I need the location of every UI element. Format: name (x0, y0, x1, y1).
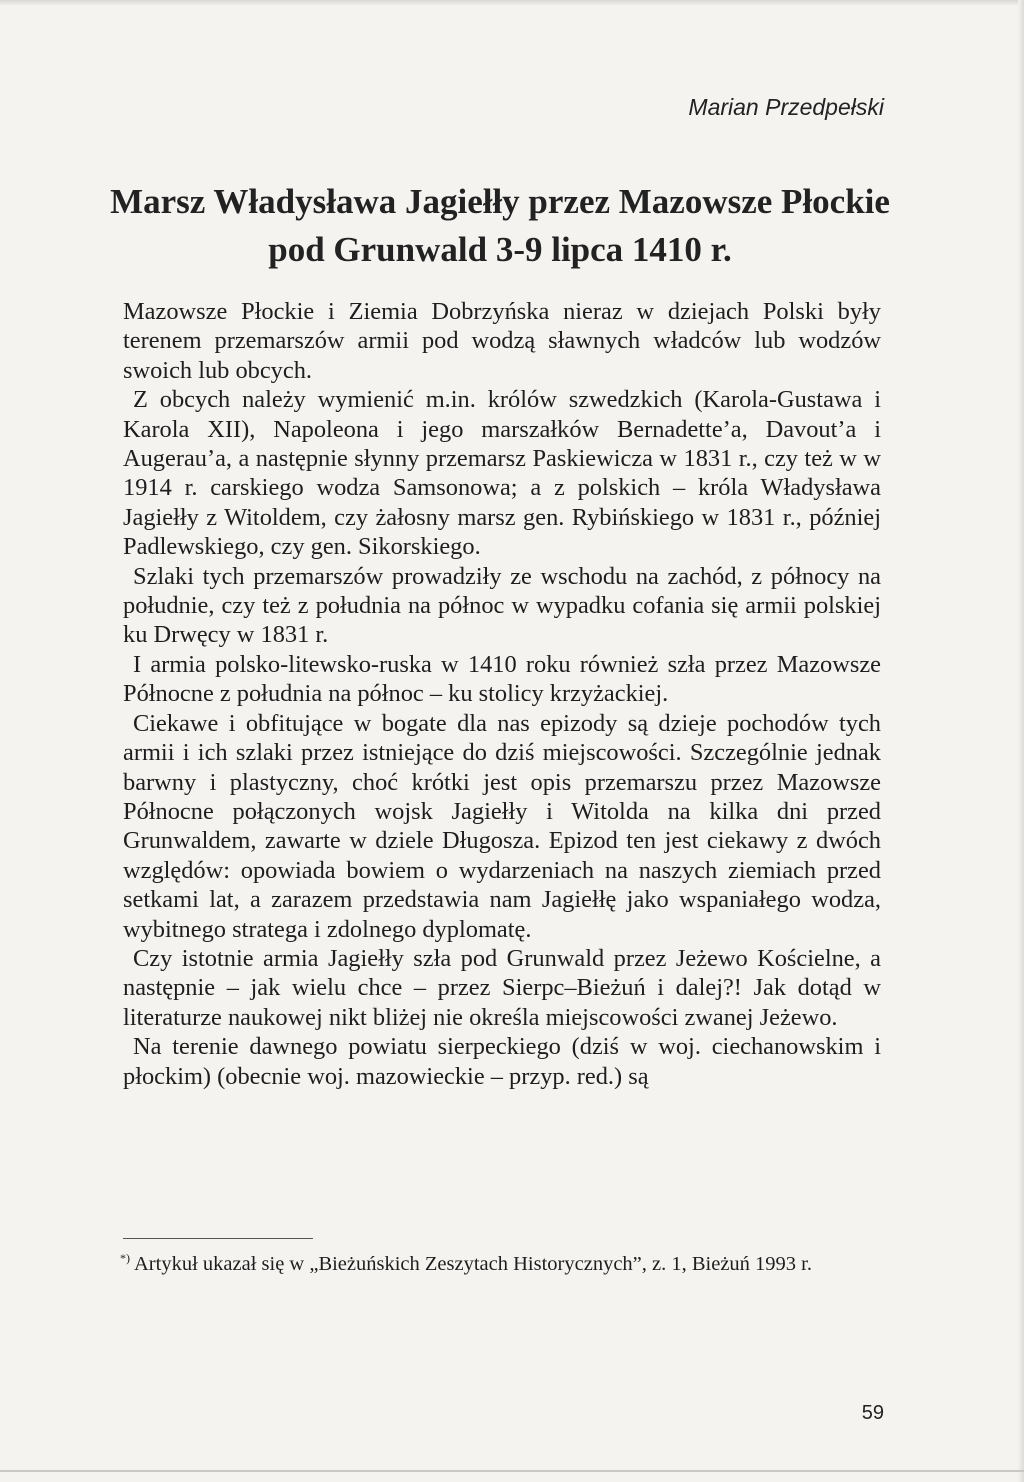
paragraph: Szlaki tych przemarszów prowadziły ze wschodu na zachód, z północy na południe, czy też z południa na północ w wypadku cofania się armii polskiej ku Drwęcy w 1831 r. (123, 562, 881, 649)
paragraph: Na terenie dawnego powiatu sierpeckiego (dziś w woj. ciechanowskim i płockim) (obecnie woj. mazowieckie – przyp. red.) są (123, 1033, 881, 1090)
article-title (90, 178, 910, 274)
paragraph: Mazowsze Płockie i Ziemia Dobrzyńska nieraz w dziejach Polski były terenem przemarszów armii pod wodzą sławnych władców lub wodzów swoich lub obcych. (123, 298, 881, 384)
scan-bottom-edge (0, 1470, 1024, 1472)
footnote-marker: *) (120, 1251, 130, 1265)
paragraph: Czy istotnie armia Jagiełły szła pod Grunwald przez Jeżewo Kościelne, a następnie – jak wielu chce – przez Sierpc–Bieżuń i dalej?! Jak dotąd w literaturze naukowej nikt bliżej nie określa miejscowości zwanej Jeżewo. (123, 944, 881, 1031)
page-number: 59 (861, 1402, 884, 1424)
running-header-author: Marian Przedpełski (688, 94, 884, 120)
footnote (120, 1245, 880, 1278)
article-title-line-2: pod Grunwald 3-9 lipca 1410 r. (268, 230, 732, 269)
scan-right-edge (1018, 0, 1024, 1482)
footnote-separator (123, 1238, 313, 1239)
footnote-text: Artykuł ukazał się w „Bieżuńskich Zeszytach Historycznych”, z. 1, Bieżuń 1993 r. (134, 1252, 813, 1275)
article-title-line-1: Marsz Władysława Jagiełły przez Mazowsze Płockie (110, 182, 890, 221)
paragraph: Ciekawe i obfitujące w bogate dla nas epizody są dzieje pochodów tych armii i ich szlaki przez istniejące do dziś miejscowości. Szczególnie jednak barwny i plastyczny, choć krótki jest opis przemarszu przez Mazowsze Północne połączonych wojsk Jagiełły i Witolda na kilka dni przed Grunwaldem, zawarte w dziele Długosza. Epizod ten jest ciekawy z dwóch względów: opowiada bowiem o wydarzeniach na naszych ziemiach przed setkami lat, a zarazem przedstawia nam Jagiełłę jako wspaniałego wodza, wybitnego stratega i zdolnego dyplomatę. (123, 709, 881, 943)
article-body (123, 297, 881, 1091)
paragraph: Z obcych należy wymienić m.in. królów szwedzkich (Karola-Gustawa i Karola XII), Napoleona i jego marszałków Bernadette’a, Davout’a i Augerau’a, a następnie słynny przemarsz Paskiewicza w 1831 r., czy też w w 1914 r. carskiego wodza Samsonowa; a z polskich – króla Władysława Jagiełły z Witoldem, czy żałosny marsz gen. Rybińskiego w 1831 r., później Padlewskiego, czy gen. Sikorskiego. (123, 386, 881, 561)
scan-top-edge (0, 0, 1024, 6)
paragraph: I armia polsko-litewsko-ruska w 1410 roku również szła przez Mazowsze Północne z południa na północ – ku stolicy krzyżackiej. (123, 650, 881, 708)
